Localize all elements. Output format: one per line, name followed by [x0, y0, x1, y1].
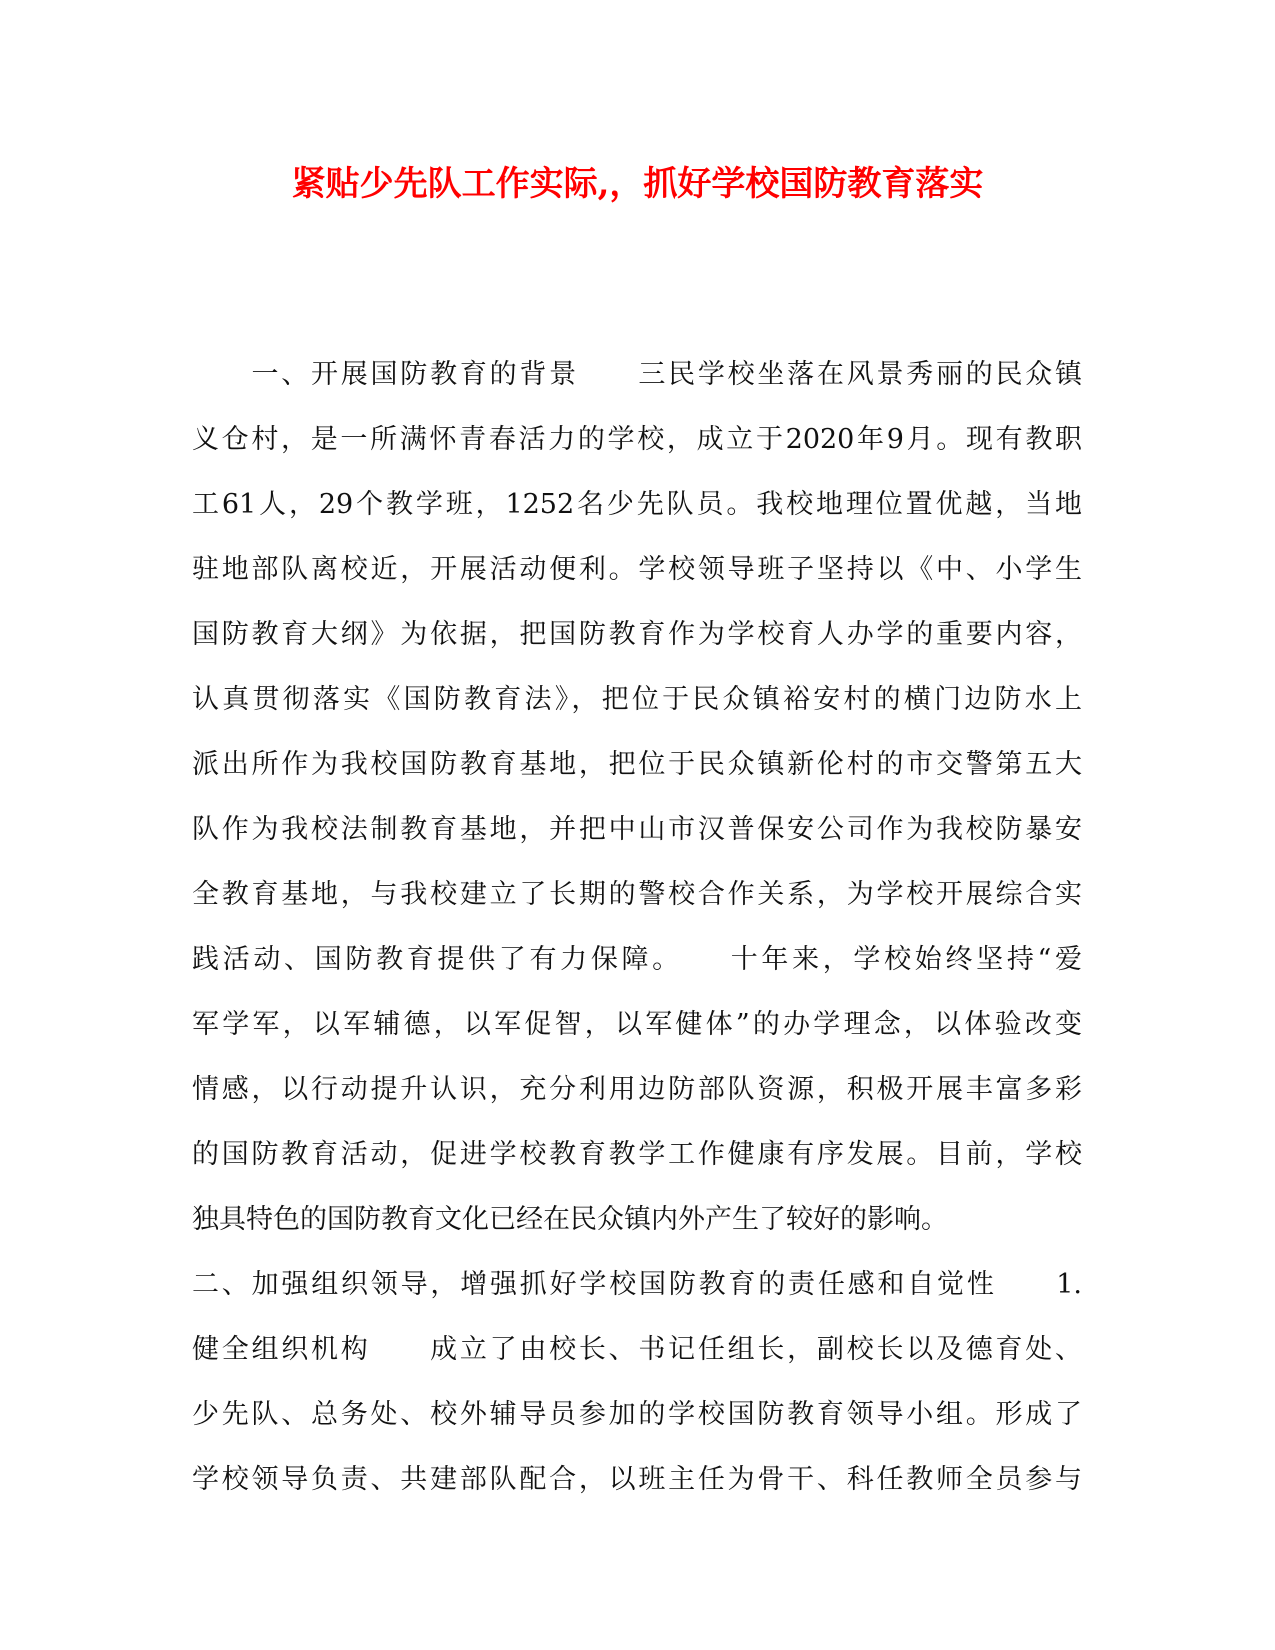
- body-line: 独具特色的国防教育文化已经在民众镇内外产生了较好的影响。: [192, 1204, 948, 1235]
- body-line: 驻地部队离校近，开展活动便利。学校领导班子坚持以《中、小学生: [192, 554, 1082, 585]
- body-line: 践活动、国防教育提供了有力保障。 十年来，学校始终坚持“爱: [192, 944, 1082, 975]
- body-line: 一、开展国防教育的背景 三民学校坐落在风景秀丽的民众镇: [192, 359, 1082, 390]
- body-line: 义仓村，是一所满怀青春活力的学校，成立于2020年9月。现有教职: [192, 424, 1082, 455]
- body-line: 二、加强组织领导，增强抓好学校国防教育的责任感和自觉性 1.: [192, 1269, 1082, 1300]
- document-body: [192, 342, 1082, 1512]
- body-line: 国防教育大纲》为依据，把国防教育作为学校育人办学的重要内容，: [192, 619, 1082, 650]
- body-line: 情感，以行动提升认识，充分利用边防部队资源，积极开展丰富多彩: [192, 1074, 1082, 1105]
- body-line: 的国防教育活动，促进学校教育教学工作健康有序发展。目前，学校: [192, 1139, 1082, 1170]
- body-line: 少先队、总务处、校外辅导员参加的学校国防教育领导小组。形成了: [192, 1399, 1082, 1430]
- document-title: 紧贴少先队工作实际,，抓好学校国防教育落实: [291, 164, 984, 204]
- body-line: 健全组织机构 成立了由校长、书记任组长，副校长以及德育处、: [192, 1334, 1082, 1365]
- body-line: 工61人，29个教学班，1252名少先队员。我校地理位置优越，当地: [192, 489, 1082, 520]
- body-line: 认真贯彻落实《国防教育法》，把位于民众镇裕安村的横门边防水上: [192, 684, 1082, 715]
- body-line: 学校领导负责、共建部队配合，以班主任为骨干、科任教师全员参与: [192, 1464, 1082, 1495]
- body-line: 队作为我校法制教育基地，并把中山市汉普保安公司作为我校防暴安: [192, 814, 1082, 845]
- body-line: 全教育基地，与我校建立了长期的警校合作关系，为学校开展综合实: [192, 879, 1082, 910]
- body-line: 军学军，以军辅德，以军促智，以军健体”的办学理念，以体验改变: [192, 1009, 1082, 1040]
- body-line: 派出所作为我校国防教育基地，把位于民众镇新伦村的市交警第五大: [192, 749, 1082, 780]
